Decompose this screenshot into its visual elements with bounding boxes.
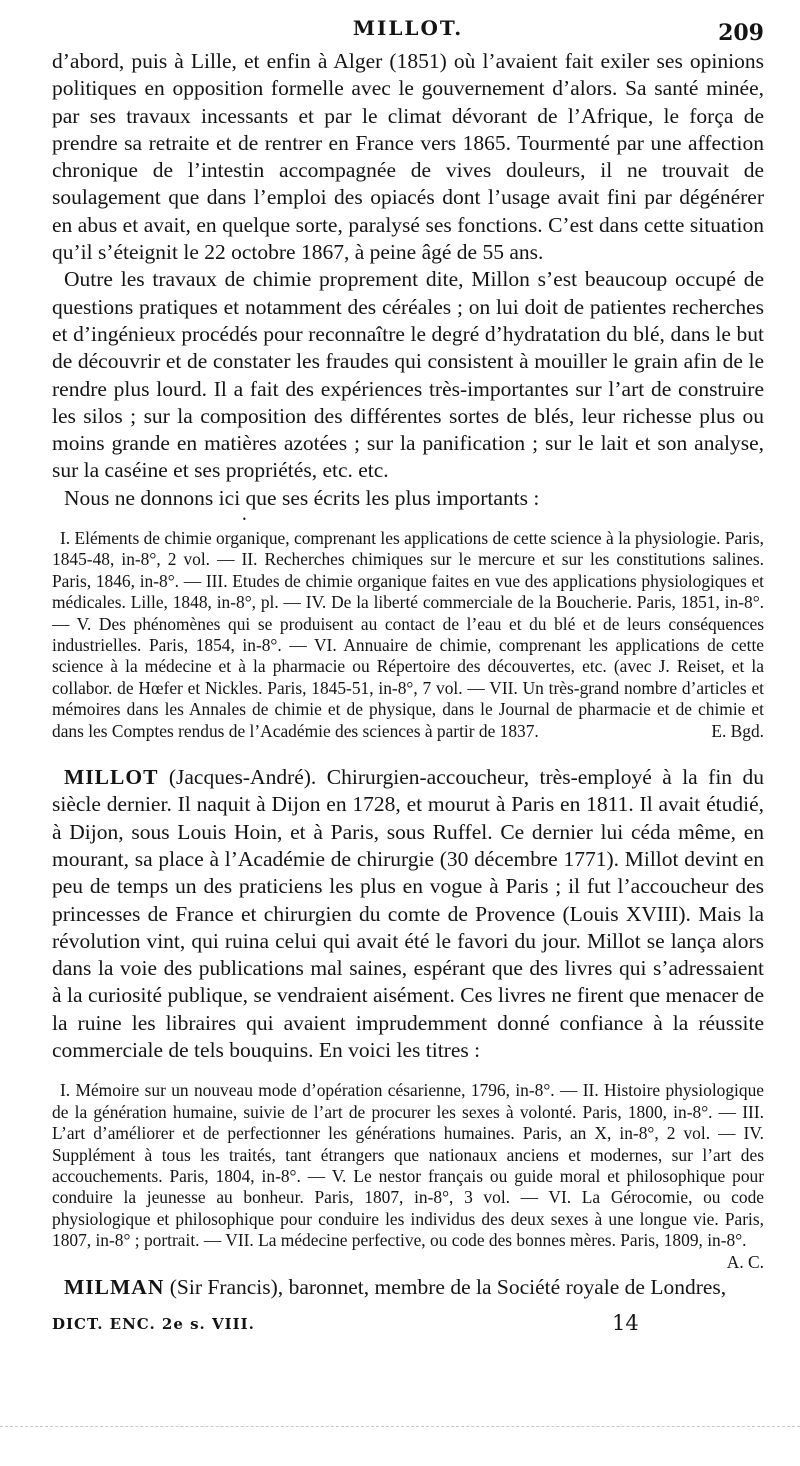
page-number: 209 xyxy=(718,20,764,46)
article-continuation-text: d’abord, puis à Lille, et enfin à Alger (1851) où l’avaient fait exiler ses opinions politiques en opposition formelle avec le gouvernement d’alors. Sa santé minée, par ses travaux incessants et par le climat dévorant de l’Afrique, le força de prendre sa retraite et de rentrer en France vers 1865. Tourmenté par une affection chronique de l’intestin accompagnée de vives douleurs, il ne trouvait de soulagement que dans l’emploi des opiacés dont l’usage avait fini par dégénérer en abus et avait, en quelque sorte, paralysé ses fonctions. C’est dans cette situation qu’il s’éteignit le 22 octobre 1867, à peine âgé de 55 ans. xyxy=(52,49,764,265)
article-paragraph: Nous ne donnons ici que ses écrits les plus importants : xyxy=(64,485,540,510)
bibliography-millon xyxy=(52,528,764,742)
bibliography-text: I. Eléments de chimie organique, comprenant les applications de cette science à la physiologie. Paris, 1845-48, in-8°, 2 vol. — II. Recherches chimiques sur le mercure et sur les constitutions salines. Paris, 1846, in-8°. — III. Etudes de chimie organique faites en vue des applications physiologiques et médicales. Lille, 1848, in-8°, pl. — IV. De la liberté commerciale de la Boucherie. Paris, 1851, in-8°. — V. Des phénomènes qui se produisent au contact de l’eau et du blé et de leurs conséquences industrielles. Paris, 1854, in-8°. — VI. Annuaire de chimie, comprenant les applications de cette science à la médecine et à la pharmacie ou Répertoire des découvertes, etc. (avec J. Reiset, et la collabor. de Hœfer et Nickles. Paris, 1845-51, in-8°, 7 vol. — VII. Un très-grand nombre d’articles et mémoires dans les Annales de chimie et de physique, dans le Journal de pharmacie et de chimie et dans les Comptes rendus de l’Académie des sciences à partir de 1837. xyxy=(52,528,764,741)
article-millon-continuation xyxy=(52,48,764,742)
running-head xyxy=(52,0,764,48)
article-text xyxy=(52,764,764,1064)
article-headword: MILLOT xyxy=(64,765,159,790)
article-millot xyxy=(52,764,765,1272)
article-body: baronnet, membre de la Société royale de Londres, xyxy=(288,1274,727,1299)
article-paragraph: Outre les travaux de chimie proprement dite, Millon s’est beaucoup occupé de questions pratiques et notamment des céréales ; on lui doit de patientes recherches et d’ingénieux procédés pour reconnaître le degré d’hydratation du blé, dans le but de découvrir et de constater les fraudes qui consistent à mouiller le grain afin de le rendre plus lourd. Il a fait des expériences très-importantes sur l’art de construire les silos ; sur la composition des différentes sortes de blés, leur richesse plus ou moins grande en matières azotées ; sur la panification ; sur le lait et son analyse, sur la caséine et ses propriétés, etc. etc. xyxy=(52,267,764,483)
article-headword: MILMAN xyxy=(64,1274,165,1299)
article-body: Chirurgien-accoucheur, très-employé à la fin du siècle dernier. Il naquit à Dijon en 1728, et mourut à Paris en 1811. Il avait étudié, à Dijon, sous Louis Hoin, et à Paris, sous Ruffel. Ce dernier lui céda même, en mourant, sa place à l’Académie de chirurgie (30 décembre 1771). Millot devint en peu de temps un des praticiens les plus en vogue à Paris ; il fut l’accoucheur des princesses de France et chirurgien du comte de Provence (Louis XVIII). Mais la révolution vint, qui ruina celui qui avait été le favori du jour. Millot se lança alors dans la voie des publications mal saines, espérant que des livres qui s’adressaient à la curiosité publique, se vendraient aisément. Ces livres ne firent que menacer de la ruine les libraires qui avaient imprudemment donné confiance à la réussite commerciale de tels bouquins. En voici les titres : xyxy=(52,765,765,1063)
article-milman xyxy=(52,1274,764,1301)
article-text xyxy=(52,1274,764,1301)
sheet-number: 14 xyxy=(612,1310,639,1335)
bibliography-millot xyxy=(52,1080,764,1272)
scan-artifact-line xyxy=(0,1426,800,1428)
running-title: MILLOT. xyxy=(352,16,464,40)
page-footer xyxy=(52,1309,764,1349)
asterisk-ornament: • xyxy=(242,515,247,525)
article-forenames: (Sir Francis), xyxy=(169,1274,284,1299)
author-signature: E. Bgd. xyxy=(711,720,764,741)
article-forenames: (Jacques-André). xyxy=(168,765,317,790)
bibliography-text: I. Mémoire sur un nouveau mode d’opération césarienne, 1796, in-8°. — II. Histoire physiologique de la génération humaine, suivie de l’art de procurer les sexes à volonté. Paris, 1800, in-8°. — III. L’art d’améliorer et de perfectionner les générations humaines. Paris, an X, in-8°, 2 vol. — IV. Supplément à tous les traités, tant étrangers que nationaux anciens et modernes, sur l’art des accouchements. Paris, 1804, in-8°. — V. Le nestor français ou guide moral et philosophique pour conduire la jeunesse au bonheur. Paris, 1807, in-8°, 3 vol. — VI. La Gérocomie, ou code physiologique et philosophique pour conduire les individus des deux sexes à une longue vie. Paris, 1807, in-8° ; portrait. — VII. La médecine perfective, ou code des bonnes mères. Paris, 1809, in-8°. xyxy=(52,1080,764,1251)
author-signature: A. C. xyxy=(726,1251,764,1272)
signature-mark: DICT. ENC. 2e s. VIII. xyxy=(52,1314,255,1333)
